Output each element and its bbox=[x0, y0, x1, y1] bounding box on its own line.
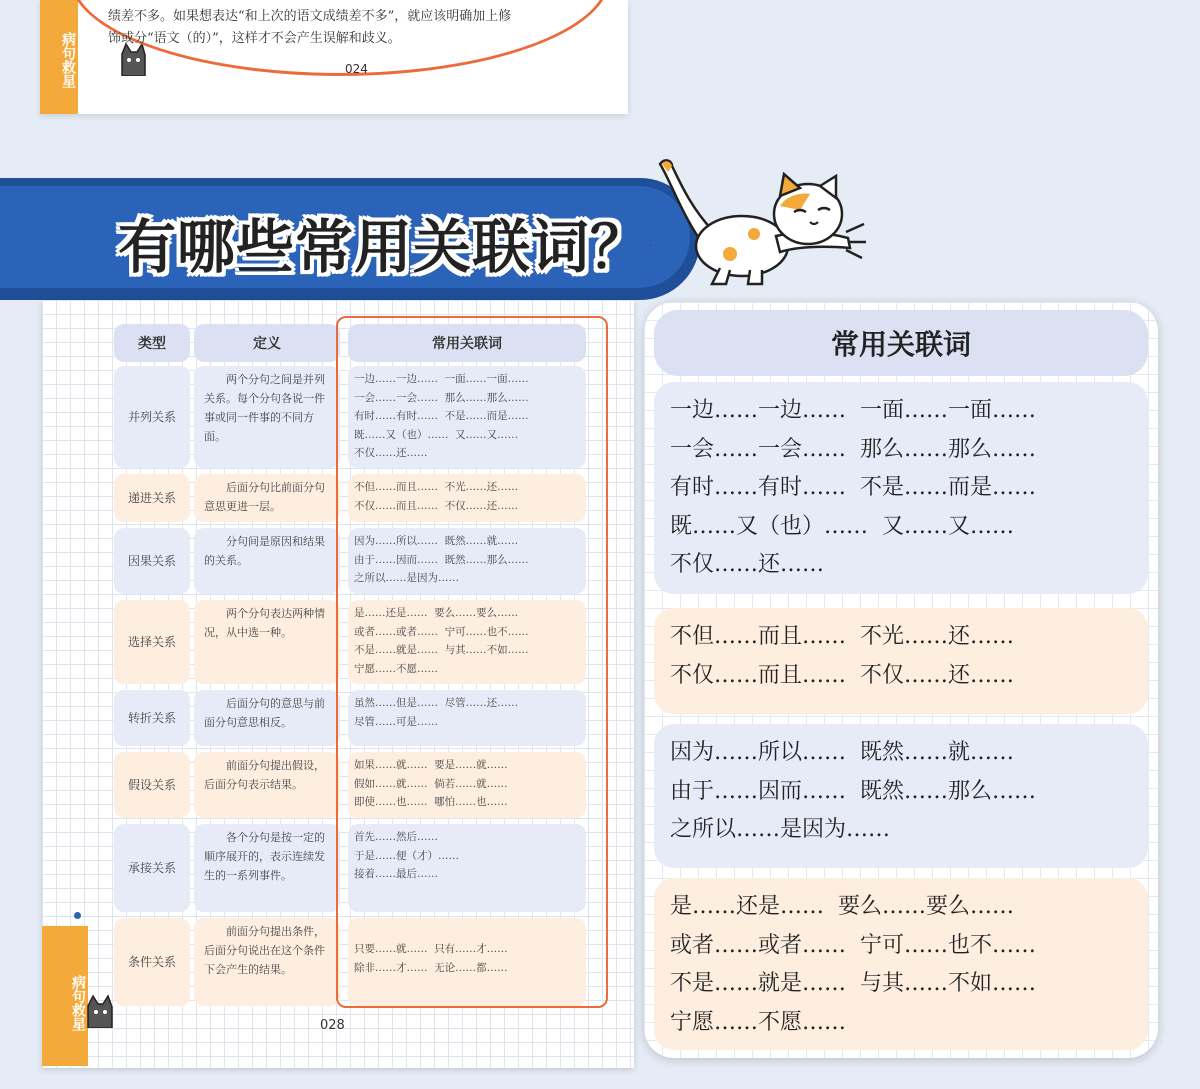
row-words: 是……还是…… 要么……要么…… 或者……或者…… 宁可……也不…… 不是……就是…… 与其……不如…… 宁愿……不愿…… bbox=[348, 600, 586, 684]
previous-page-text bbox=[108, 6, 588, 50]
header-type: 类型 bbox=[114, 324, 190, 362]
zoom-block-parallel: 一边……一边…… 一面……一面…… 一会……一会…… 那么……那么…… 有时……有时…… 不是……而是…… 既……又（也）…… 又……又…… 不仅……还…… bbox=[654, 382, 1148, 594]
header-definition: 定义 bbox=[194, 324, 340, 362]
chapter-tab: 病句救星 bbox=[42, 926, 88, 1066]
row-type: 递进关系 bbox=[114, 474, 190, 522]
row-type: 条件关系 bbox=[114, 918, 190, 1006]
row-words: 首先……然后…… 于是……便（才）…… 接着……最后…… bbox=[348, 824, 586, 912]
row-definition: 前面分句提出条件，后面分句说出在这个条件下会产生的结果。 bbox=[194, 918, 340, 1006]
stretching-cat-icon bbox=[650, 150, 870, 290]
row-definition: 后面分句比前面分句意思更进一层。 bbox=[194, 474, 340, 522]
row-type: 并列关系 bbox=[114, 366, 190, 468]
row-words: 不但……而且…… 不光……还…… 不仅……而且…… 不仅……还…… bbox=[348, 474, 586, 522]
zoom-card bbox=[644, 302, 1158, 1058]
row-definition: 各个分句是按一定的顺序展开的，表示连续发生的一系列事件。 bbox=[194, 824, 340, 912]
row-definition: 两个分句之间是并列关系。每个分句各说一件事或同一件事的不同方面。 bbox=[194, 366, 340, 468]
row-type: 转折关系 bbox=[114, 690, 190, 746]
zoom-block-choice: 是……还是…… 要么……要么…… 或者……或者…… 宁可……也不…… 不是……就是…… 与其……不如…… 宁愿……不愿…… bbox=[654, 878, 1148, 1050]
row-words: 虽然……但是…… 尽管……还…… 尽管……可是…… bbox=[348, 690, 586, 746]
dot-blue bbox=[74, 912, 81, 919]
row-type: 假设关系 bbox=[114, 752, 190, 818]
row-definition: 两个分句表达两种情况，从中选一种。 bbox=[194, 600, 340, 684]
banner-title: 有哪些常用关联词？ bbox=[118, 213, 650, 281]
page-number: 024 bbox=[345, 62, 368, 76]
row-definition: 前面分句提出假设，后面分句表示结果。 bbox=[194, 752, 340, 818]
row-definition: 后面分句的意思与前面分句意思相反。 bbox=[194, 690, 340, 746]
zoom-block-progressive: 不但……而且…… 不光……还…… 不仅……而且…… 不仅……还…… bbox=[654, 608, 1148, 714]
book-page bbox=[42, 300, 634, 1068]
previous-book-page bbox=[40, 0, 628, 114]
row-words: 只要……就…… 只有……才…… 除非……才…… 无论……都…… bbox=[348, 918, 586, 1006]
row-words: 一边……一边…… 一面……一面…… 一会……一会…… 那么……那么…… 有时……有时…… 不是……而是…… 既……又（也）…… 又……又…… 不仅……还…… bbox=[348, 366, 586, 468]
header-words: 常用关联词 bbox=[348, 324, 586, 362]
zoom-block-causal: 因为……所以…… 既然……就…… 由于……因而…… 既然……那么…… 之所以……是因为…… bbox=[654, 724, 1148, 868]
row-type: 选择关系 bbox=[114, 600, 190, 684]
row-type: 承接关系 bbox=[114, 824, 190, 912]
cat-peek-icon bbox=[86, 994, 114, 1028]
row-definition: 分句间是原因和结果的关系。 bbox=[194, 528, 340, 594]
page-number: 028 bbox=[320, 1018, 345, 1033]
text-line: 饰或分“语文（的）”，这样才不会产生误解和歧义。 bbox=[108, 31, 401, 46]
zoom-title: 常用关联词 bbox=[654, 310, 1148, 376]
row-type: 因果关系 bbox=[114, 528, 190, 594]
text-line: 绩差不多。如果想表达“和上次的语文成绩差不多”，就应该明确加上修 bbox=[108, 9, 512, 24]
row-words: 如果……就…… 要是……就…… 假如……就…… 倘若……就…… 即使……也…… 哪怕……也…… bbox=[348, 752, 586, 818]
highlight-box bbox=[336, 316, 608, 1008]
chapter-tab: 病句救星 bbox=[40, 0, 78, 114]
row-words: 因为……所以…… 既然……就…… 由于……因而…… 既然……那么…… 之所以……是因为…… bbox=[348, 528, 586, 594]
